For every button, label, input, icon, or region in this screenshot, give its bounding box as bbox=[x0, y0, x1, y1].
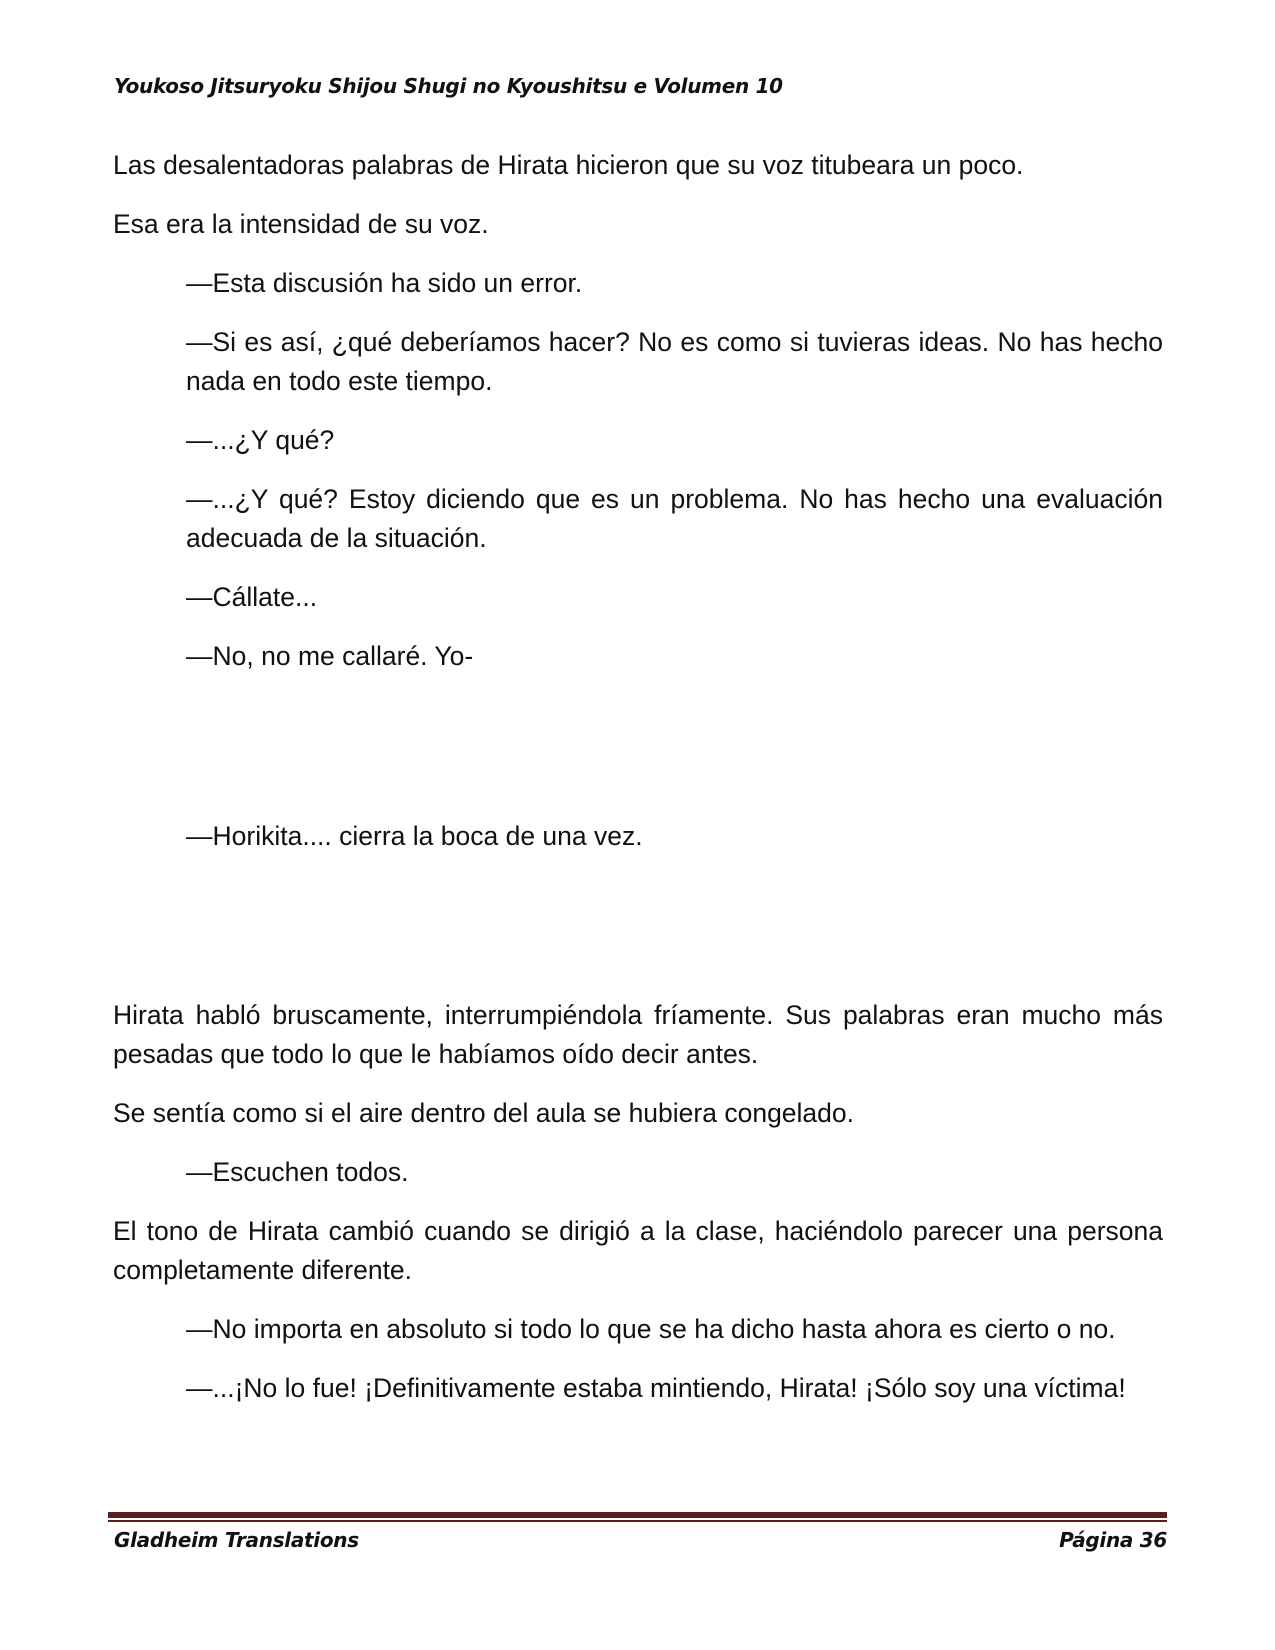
narration-paragraph: Esa era la intensidad de su voz. bbox=[113, 209, 489, 239]
page-header-title: Youkoso Jitsuryoku Shijou Shugi no Kyoushitsu e Volumen 10 bbox=[114, 74, 783, 98]
footer-divider bbox=[108, 1512, 1167, 1518]
footer-publisher: Gladheim Translations bbox=[114, 1528, 359, 1552]
footer-divider-thin bbox=[108, 1520, 1167, 1522]
narration-paragraph: El tono de Hirata cambió cuando se dirigió a la clase, haciéndolo parecer una persona completamente diferente. bbox=[113, 1216, 1163, 1285]
footer-page-number: Página 36 bbox=[1059, 1528, 1167, 1552]
blank-space bbox=[113, 696, 1163, 817]
dialogue-line: —Cállate... bbox=[186, 582, 318, 612]
document-body bbox=[113, 146, 1163, 1428]
dialogue-line: —...¡No lo fue! ¡Definitivamente estaba mintiendo, Hirata! ¡Sólo soy una víctima! bbox=[186, 1373, 1126, 1403]
dialogue-line: —Escuchen todos. bbox=[186, 1157, 409, 1187]
narration-paragraph: Hirata habló bruscamente, interrumpiéndola fríamente. Sus palabras eran mucho más pesadas que todo lo que le habíamos oído decir antes. bbox=[113, 1000, 1163, 1069]
narration-paragraph: Las desalentadoras palabras de Hirata hicieron que su voz titubeara un poco. bbox=[113, 150, 1024, 180]
blank-space bbox=[113, 876, 1163, 996]
dialogue-line: —No importa en absoluto si todo lo que se ha dicho hasta ahora es cierto o no. bbox=[186, 1314, 1116, 1344]
dialogue-line: —...¿Y qué? Estoy diciendo que es un problema. No has hecho una evaluación adecuada de la situación. bbox=[186, 484, 1163, 553]
dialogue-line: —...¿Y qué? bbox=[186, 425, 335, 455]
dialogue-line: —Si es así, ¿qué deberíamos hacer? No es como si tuvieras ideas. No has hecho nada en todo este tiempo. bbox=[186, 327, 1163, 396]
dialogue-line: —Esta discusión ha sido un error. bbox=[186, 268, 583, 298]
dialogue-line: —No, no me callaré. Yo- bbox=[186, 641, 474, 671]
dialogue-line: —Horikita.... cierra la boca de una vez. bbox=[186, 821, 643, 851]
narration-paragraph: Se sentía como si el aire dentro del aula se hubiera congelado. bbox=[113, 1098, 855, 1128]
